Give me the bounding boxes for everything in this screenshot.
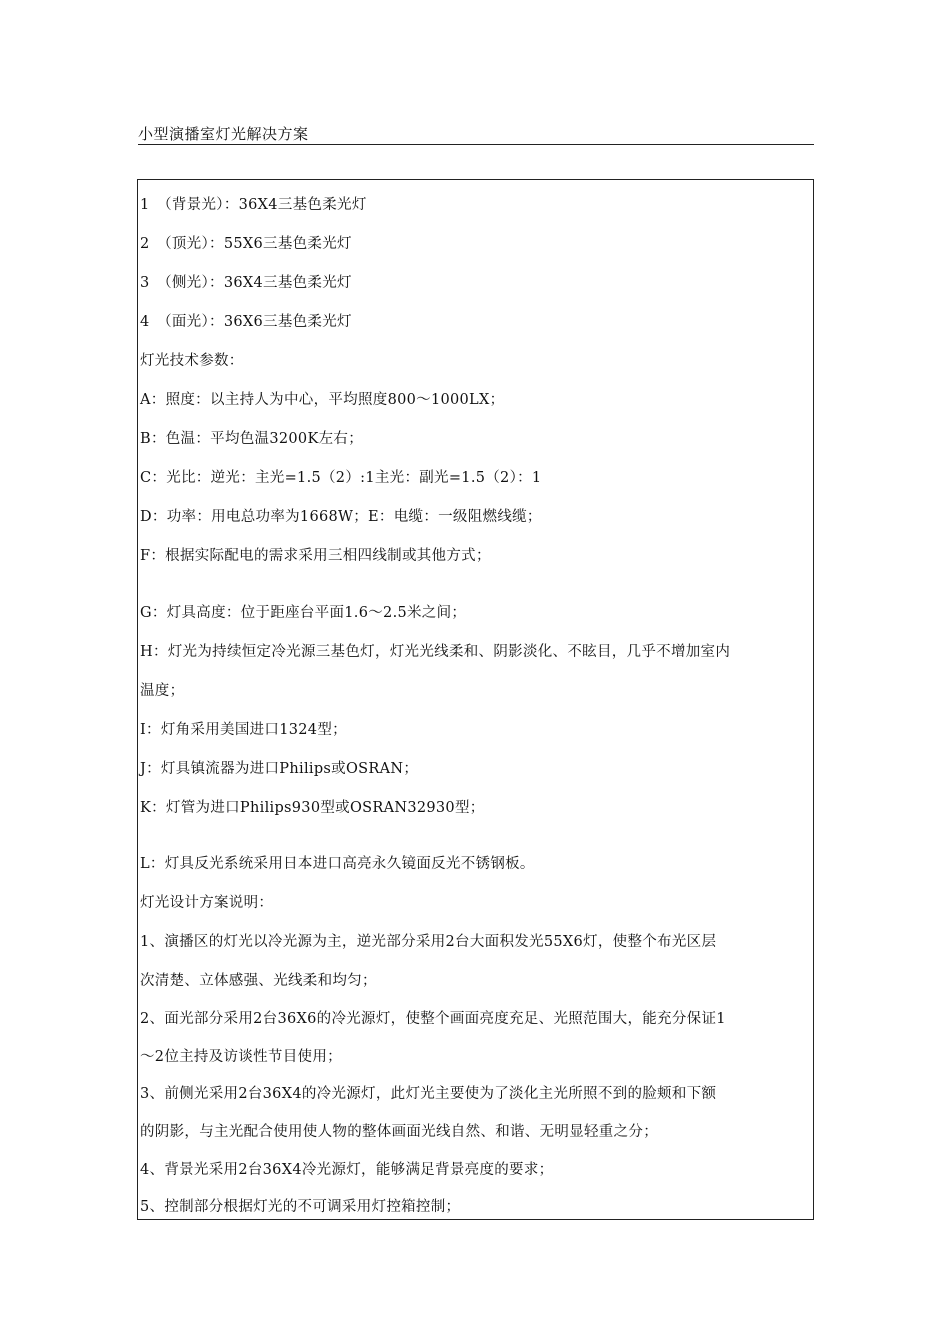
text-line: B：色温：平均色温3200K左右；	[140, 431, 363, 447]
text-line: 1 （背景光）：36X4三基色柔光灯	[140, 197, 367, 213]
text-line: D：功率：用电总功率为1668W；E：电缆：一级阻燃线缆；	[140, 509, 542, 525]
text-line: L：灯具反光系统采用日本进口高亮永久镜面反光不锈钢板。	[140, 856, 535, 872]
document-header: 小型演播室灯光解决方案	[138, 124, 814, 145]
text-line: 4 （面光）：36X6三基色柔光灯	[140, 314, 352, 330]
text-line: 4、背景光采用2台36X4冷光源灯，能够满足背景亮度的要求；	[140, 1162, 554, 1178]
text-line: C：光比：逆光：主光=1.5（2）:1主光：副光=1.5（2）：1	[140, 470, 542, 486]
text-line: 2 （顶光）：55X6三基色柔光灯	[140, 236, 352, 252]
text-line: 2、面光部分采用2台36X6的冷光源灯，使整个画面亮度充足、光照范围大，能充分保证1	[140, 1011, 726, 1027]
text-line: 的阴影，与主光配合使用使人物的整体画面光线自然、和谐、无明显轻重之分；	[140, 1124, 658, 1140]
text-line: 3 （侧光）：36X4三基色柔光灯	[140, 275, 352, 291]
text-line: A：照度：以主持人为中心，平均照度800〜1000LX；	[140, 392, 505, 408]
text-line: 3、前侧光采用2台36X4的冷光源灯，此灯光主要使为了淡化主光所照不到的脸颊和下额	[140, 1086, 717, 1102]
text-line: 5、控制部分根据灯光的不可调采用灯控箱控制；	[140, 1199, 461, 1215]
text-line: 次清楚、立体感强、光线柔和均匀；	[140, 973, 377, 989]
text-line: K：灯管为进口Philips930型或OSRAN32930型；	[140, 800, 485, 816]
text-line: 灯光技术参数：	[140, 353, 244, 369]
text-line: 〜2位主持及访谈性节目使用；	[140, 1049, 342, 1065]
text-line: 1、演播区的灯光以冷光源为主，逆光部分采用2台大面积发光55X6灯，使整个布光区层	[140, 934, 717, 950]
text-line: F：根据实际配电的需求采用三相四线制或其他方式；	[140, 548, 491, 564]
text-line: J：灯具镇流器为进口Philips或OSRAN；	[140, 761, 419, 777]
text-line: 温度；	[140, 683, 185, 699]
text-line: 灯光设计方案说明：	[140, 895, 274, 911]
text-line: I：灯角采用美国进口1324型；	[140, 722, 347, 738]
text-line: H：灯光为持续恒定冷光源三基色灯，灯光光线柔和、阴影淡化、不眩目，几乎不增加室内	[140, 644, 731, 660]
text-line: G：灯具高度：位于距座台平面1.6〜2.5米之间；	[140, 605, 467, 621]
